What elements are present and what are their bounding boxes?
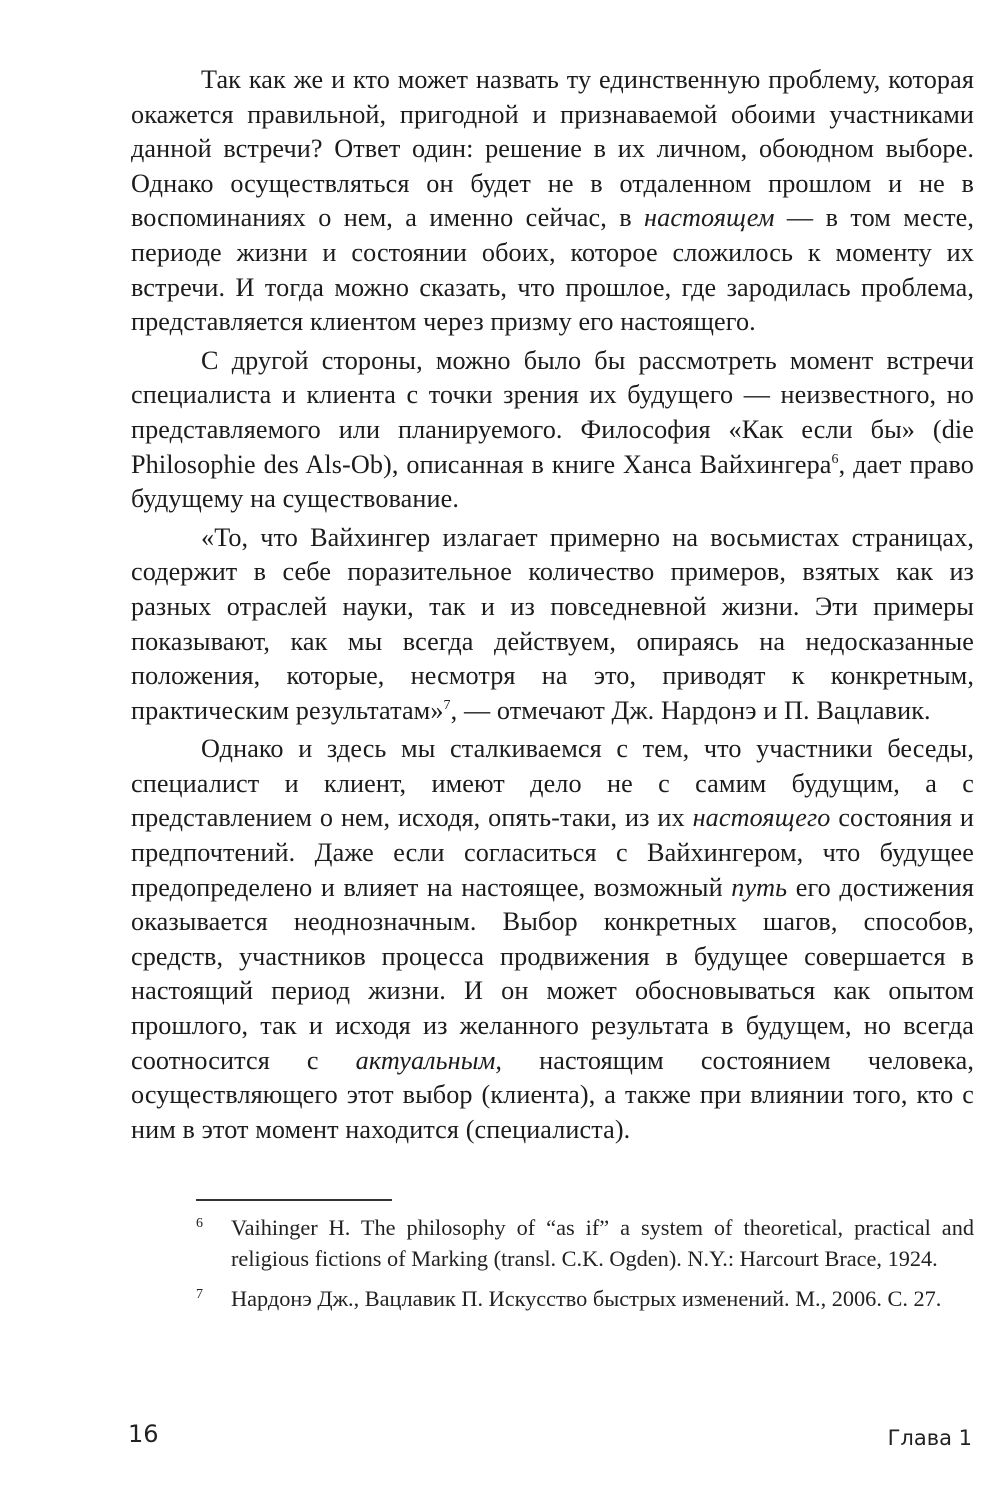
paragraph-4: Однако и здесь мы сталкиваемся с тем, что участники беседы, специалист и клиент, имеют дело не с самим будущим, а с представлением о нем, исходя, опять-таки, из их настоящего состояния и предпочтений. Даже если согласиться с Вайхингером, что будущее предопределено и влияет на настоящее, возможный путь его достижения оказывается неоднозначным. Выбор конкретных шагов, способов, средств, участников процесса продвижения в будущее совершается в настоящий период жизни. И он может обосновываться как опытом прошлого, так и исходя из желанного результата в будущем, но всегда соотносится с актуальным, настоящим состоянием человека, осуществляющего этот выбор (клиента), а также при влиянии того, кто с ним в этот момент находится (специалиста).: [131, 734, 975, 1144]
footnote-number: 7: [196, 1287, 203, 1302]
italic-term: актуальным,: [355, 1045, 503, 1075]
main-text: [131, 63, 974, 1147]
footnotes: [196, 1213, 974, 1325]
footnote-ref-6[interactable]: 6: [831, 451, 839, 467]
paragraph-1: Так как же и кто может назвать ту единственную проблему, которая окажется правильной, пригодной и признаваемой обоими участниками данной встречи? Ответ один: решение в их личном, обоюдном выборе. Однако осуществляться он будет не в отдаленном прошлом и не в воспоминаниях о нем, а именно сейчас, в настоящем — в том месте, периоде жизни и состоянии обоих, которое сложилось к моменту их встречи. И тогда можно сказать, что прошлое, где зародилась проблема, представляется клиентом через призму его настоящего.: [131, 65, 974, 337]
page-number: 16: [128, 1420, 159, 1448]
paragraph-2: С другой стороны, можно было бы рассмотреть момент встречи специалиста и клиента с точки зрения их будущего — неизвестного, но представляемого или планируемого. Философия «Как если бы» (die Philosophie des Als-Ob), описанная в книге Ханса Вайхингера$^6$, дает право будущему на существование.: [131, 345, 974, 514]
footnote-divider: [196, 1199, 392, 1201]
italic-term: настоящего: [692, 803, 831, 833]
footnote-7: [196, 1284, 974, 1315]
italic-term: путь: [731, 872, 788, 902]
footnote-text: Нардонэ Дж., Вацлавик П. Искусство быстрых изменений. М., 2006. С. 27.: [231, 1286, 942, 1311]
footnote-ref-7[interactable]: 7: [443, 697, 451, 713]
paragraph-3-quote: «То, что Вайхингер излагает примерно на восьмистах страницах, содержит в себе поразительное количество примеров, взятых как из разных отраслей науки, так и из повседневной жизни. Эти примеры показывают, как мы всегда действуем, опираясь на недосказанные положения, которые, несмотря на это, приводят к конкретным, практическим результатам»$^7$, — отмечают Дж. Нардонэ и П. Вацлавик.: [131, 522, 974, 725]
italic-term: настоящем: [644, 203, 775, 233]
footnote-number: 6: [196, 1216, 203, 1231]
footnote-text: Vaihinger H. The philosophy of “as if” a system of theoretical, practical and religious fictions of Marking (transl. C.K. Ogden). N.Y.: Harcourt Brace, 1924.: [231, 1215, 974, 1271]
chapter-label: Глава 1: [887, 1426, 972, 1450]
footnote-6: [196, 1213, 974, 1274]
